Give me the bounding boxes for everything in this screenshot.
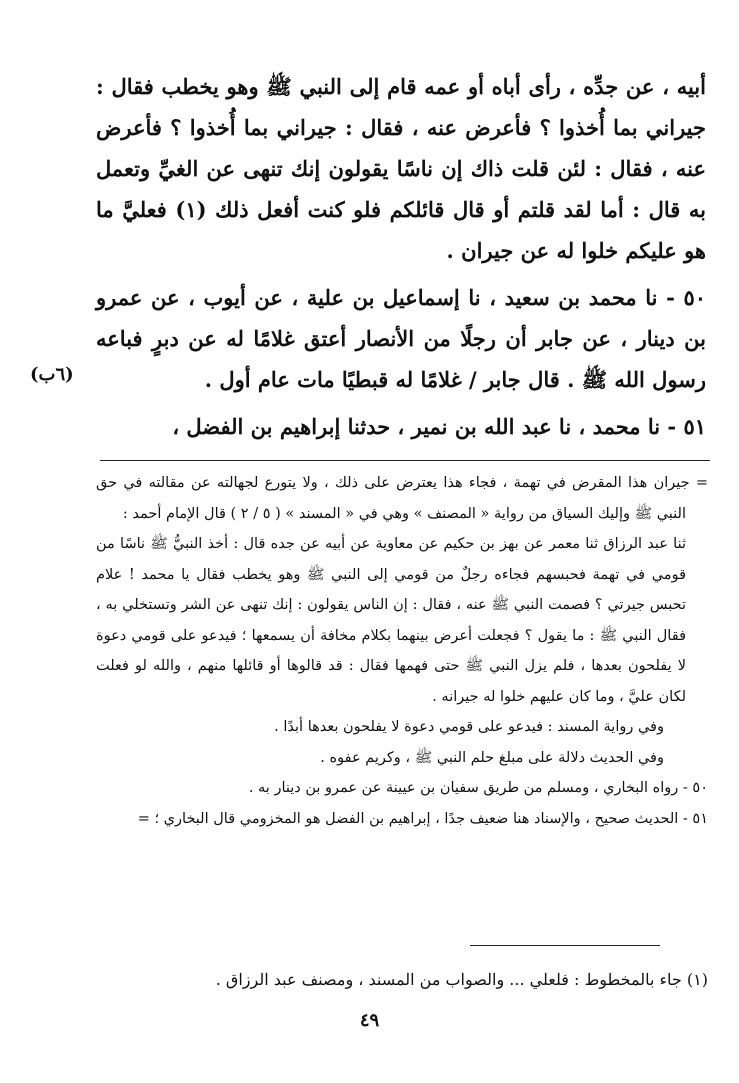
main-text — [96, 66, 706, 447]
footnote-note-2: وفي الحديث دلالة على مبلغ حلم النبي ﷺ ، وكريم عفوه . — [320, 749, 664, 766]
footnote-quote: ثنا عبد الرزاق ثنا معمر عن بهز بن حكيم عن معاوية عن أبيه عن جده قال : أخذ النبيُّ ﷺ ناسًا من قومي في تهمة فحبسهم فجاءه رجلٌ من قومي إلى النبي ﷺ وهو يخطب فقال يا محمد ! علام تحبس جيرتي ؟ فصمت النبي ﷺ عنه ، فقال : إن الناس يقولون : إنك تنهى عن الشر وتستخلي به ، فقال النبي ﷺ : ما يقول ؟ فجعلت أعرض بينهما بكلام مخافة أن يسمعها ؛ فيدعو على قومي دعوة لا يفلحون بعدها ، فلم يزل النبي ﷺ حتى فهمها فقال : قد قالوها أو قائلها منهم ، والله لو فعلت لكان عليَّ ، وما كان عليهم خلوا له جيرانه . — [96, 536, 686, 705]
footnote-hadith-50: ٥٠ - رواه البخاري ، ومسلم من طريق سفيان بن عيينة عن عمرو بن دينار به . — [248, 780, 708, 796]
footnote-divider — [100, 460, 710, 461]
manuscript-folio-marker: (٦ب) — [30, 364, 74, 385]
footnote-hadith-51: ٥١ - الحديث صحيح ، والإسناد هنا ضعيف جدًا ، إبراهيم بن الفضل هو المخزومي قال البخاري ؛ = — [137, 810, 708, 827]
hadith-50: ٥٠ - نا محمد بن سعيد ، نا إسماعيل بن علية ، عن أيوب ، عن عمرو بن دينار ، عن جابر أن رجلًا من الأنصار أعتق غلامًا له عن دبرٍ فباعه رسول الله ﷺ . قال جابر / غلامًا له قبطيًا مات عام أول . — [96, 285, 706, 392]
paragraph-continuation: أبيه ، عن جدِّه ، رأى أباه أو عمه قام إلى النبي ﷺ وهو يخطب فقال : جيراني بما أُخذوا ؟ فأعرض عنه ، فقال : جيراني بما أُخذوا ؟ فأعرض عنه ، فقال : لئن قلت ذاك إن ناسًا يقولون إنك تنهى عن الغيِّ وتعمل به قال : أما لقد قلتم أو قال قائلكم فلو كنت أفعل ذلك (١) فعليَّ ما هو عليكم خلوا له عن جيران . — [96, 74, 706, 263]
page-number: ٤٩ — [359, 1010, 380, 1031]
footnotes-block — [96, 468, 708, 834]
footnote-short-divider — [470, 945, 660, 946]
footnote-continuation: = جيران هذا المقرض في تهمة ، فجاء هذا يعترض على ذلك ، ولا يتورع لجهالته عن مقالته في حق النبي ﷺ وإليك السياق من رواية « المصنف » وهي في « المسند » ( ٥ / ٢ ) قال الإمام أحمد : — [96, 475, 708, 522]
hadith-51: ٥١ - نا محمد ، نا عبد الله بن نمير ، حدثنا إبراهيم بن الفضل ، — [172, 414, 706, 439]
footnote-1: (١) جاء بالمخطوط : فلعلي ... والصواب من المسند ، ومصنف عبد الرزاق . — [215, 970, 708, 989]
footnote-note-1: وفي رواية المسند : فيدعو على قومي دعوة لا يفلحون بعدها أبدًا . — [274, 719, 664, 735]
